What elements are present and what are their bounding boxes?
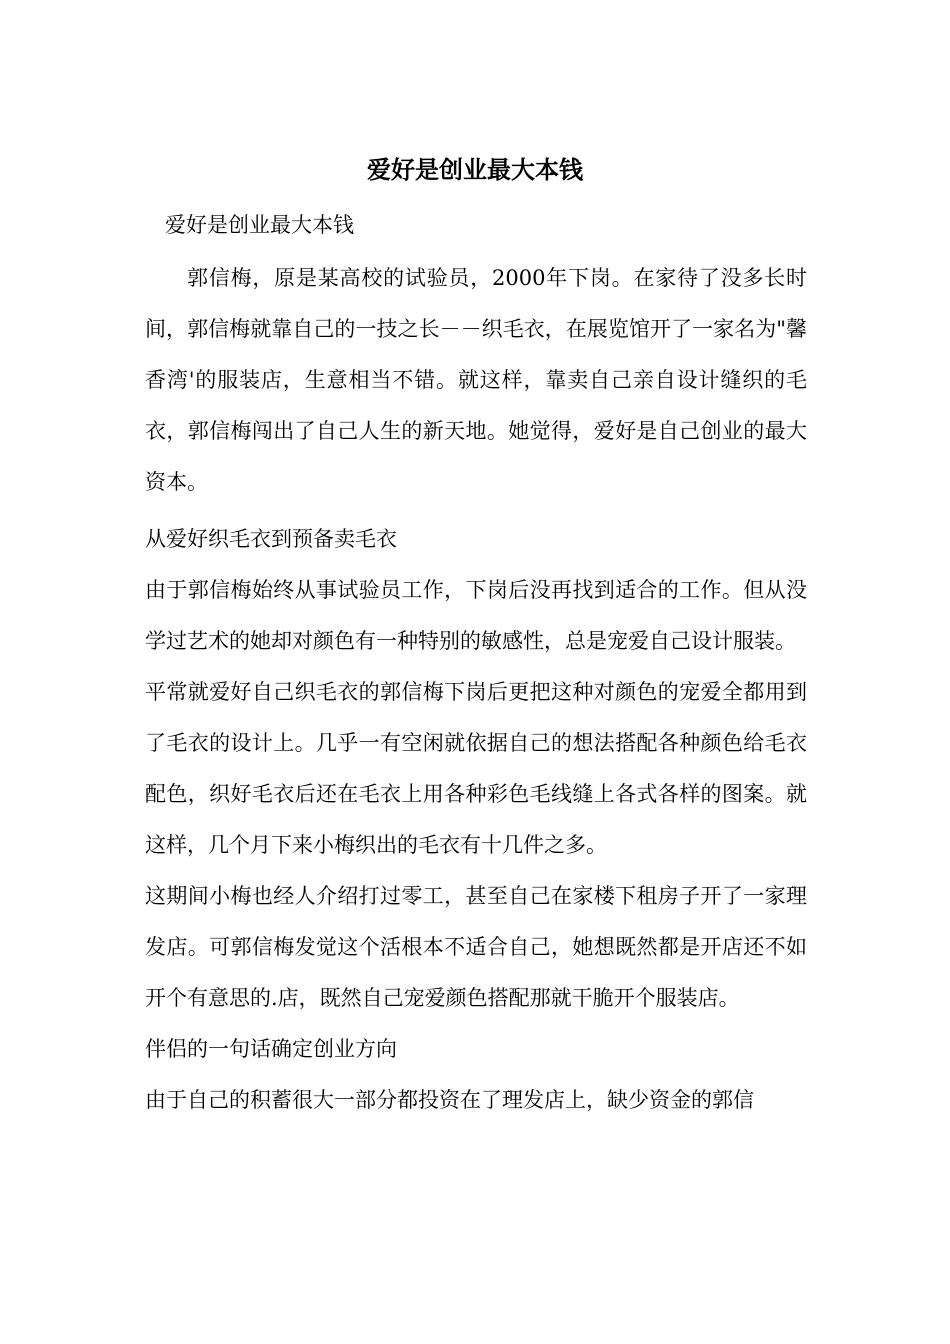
- document-subtitle: 爱好是创业最大本钱: [165, 213, 354, 237]
- paragraph-barbershop: 这期间小梅也经人介绍打过零工，甚至自己在家楼下租房子开了一家理发店。可郭信梅发觉这个活根本不适合自己，她想既然都是开店还不如开个有意思的.店，既然自己宠爱颜色搭配那就干脆开个服装店。: [145, 884, 807, 1010]
- paragraph-savings: 由于自己的积蓄很大一部分都投资在了理发店上，缺少资金的郭信: [145, 1088, 754, 1112]
- document-title: 爱好是创业最大本钱: [367, 155, 583, 184]
- paragraph-background: 由于郭信梅始终从事试验员工作，下岗后没再找到适合的工作。但从没学过艺术的她却对颜色有一种特别的敏感性，总是宠爱自己设计服装。: [145, 578, 807, 653]
- paragraph-intro: 郭信梅，原是某高校的试验员，2000年下岗。在家待了没多长时间，郭信梅就靠自己的一技之长－－织毛衣，在展览馆开了一家名为"馨香湾'的服装店，生意相当不错。就这样，靠卖自己亲自设计缝织的毛衣，郭信梅闯出了自己人生的新天地。她觉得，爱好是自己创业的最大资本。: [145, 266, 807, 494]
- document-body: [145, 205, 807, 1126]
- section-heading-partner: 伴侣的一句话确定创业方向: [145, 1037, 397, 1061]
- section-heading-hobby: 从爱好织毛衣到预备卖毛衣: [145, 527, 397, 551]
- paragraph-knitting: 平常就爱好自己织毛衣的郭信梅下岗后更把这种对颜色的宠爱全都用到了毛衣的设计上。几乎一有空闲就依据自己的想法搭配各种颜色给毛衣配色，织好毛衣后还在毛衣上用各种彩色毛线缝上各式各样的图案。就这样，几个月下来小梅织出的毛衣有十几件之多。: [145, 680, 807, 857]
